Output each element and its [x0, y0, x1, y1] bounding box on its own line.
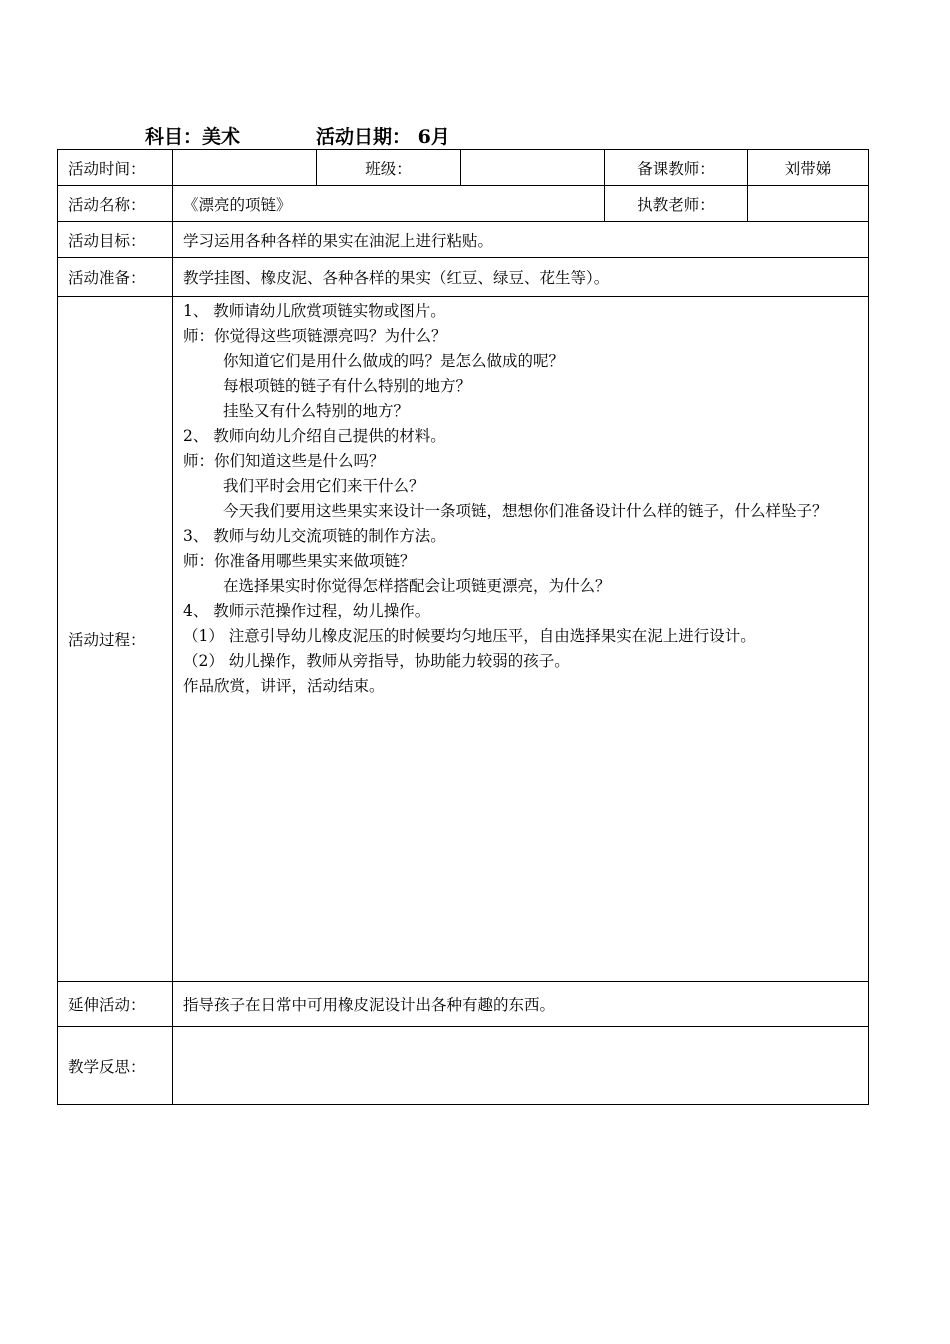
process-line: 2、 教师向幼儿介绍自己提供的材料。 [183, 427, 446, 445]
reflection-label: 教学反思： [58, 1027, 173, 1105]
class-value [461, 150, 605, 186]
row-process [58, 297, 869, 982]
lesson-plan-table [57, 149, 869, 1105]
process-line: 作品欣赏，讲评，活动结束。 [183, 677, 385, 695]
reflection-value [173, 1027, 869, 1105]
process-line: 4、 教师示范操作过程，幼儿操作。 [183, 602, 431, 620]
process-line: 1、 教师请幼儿欣赏项链实物或图片。 [183, 302, 446, 320]
activity-name-value: 《漂亮的项链》 [173, 186, 605, 222]
process-content [173, 297, 869, 982]
row-time [58, 150, 869, 186]
process-line: 在选择果实时你觉得怎样搭配会让项链更漂亮，为什么？ [223, 577, 611, 595]
process-line: （1） 注意引导幼儿橡皮泥压的时候要均匀地压平，自由选择果实在泥上进行设计。 [183, 627, 756, 645]
process-label: 活动过程： [58, 297, 173, 982]
prep-teacher-value: 刘带娣 [748, 150, 869, 186]
process-line: 我们平时会用它们来干什么？ [223, 477, 425, 495]
row-name [58, 186, 869, 222]
row-reflection [58, 1027, 869, 1105]
class-label: 班级： [317, 150, 461, 186]
subject-label: 科目：美术 [145, 126, 241, 148]
time-label: 活动时间： [58, 150, 173, 186]
process-line: （2） 幼儿操作，教师从旁指导，协助能力较弱的孩子。 [183, 652, 570, 670]
process-line: 师：你们知道这些是什么吗？ [183, 452, 385, 470]
process-line: 你知道它们是用什么做成的吗？是怎么做成的呢？ [223, 352, 565, 370]
process-line: 师：你准备用哪些果实来做项链？ [183, 552, 416, 570]
exec-teacher-label: 执教老师： [605, 186, 748, 222]
process-line: 每根项链的链子有什么特别的地方？ [223, 377, 472, 395]
extension-label: 延伸活动： [58, 982, 173, 1027]
activity-name-label: 活动名称： [58, 186, 173, 222]
process-line: 3、 教师与幼儿交流项链的制作方法。 [183, 527, 446, 545]
page-header [145, 122, 450, 149]
row-goal [58, 222, 869, 258]
row-extension [58, 982, 869, 1027]
process-line: 师：你觉得这些项链漂亮吗？为什么？ [183, 327, 447, 345]
time-value [173, 150, 317, 186]
extension-value: 指导孩子在日常中可用橡皮泥设计出各种有趣的东西。 [173, 982, 869, 1027]
goal-label: 活动目标： [58, 222, 173, 258]
goal-value: 学习运用各种各样的果实在油泥上进行粘贴。 [173, 222, 869, 258]
process-line: 挂坠又有什么特别的地方？ [223, 402, 410, 420]
process-line: 今天我们要用这些果实来设计一条项链，想想你们准备设计什么样的链子，什么样坠子？ [223, 502, 828, 520]
activity-date-label: 活动日期： 6月 [316, 126, 450, 148]
prep-teacher-label: 备课教师： [605, 150, 748, 186]
preparation-value: 教学挂图、橡皮泥、各种各样的果实（红豆、绿豆、花生等）。 [173, 258, 869, 297]
preparation-label: 活动准备： [58, 258, 173, 297]
row-preparation [58, 258, 869, 297]
exec-teacher-value [748, 186, 869, 222]
